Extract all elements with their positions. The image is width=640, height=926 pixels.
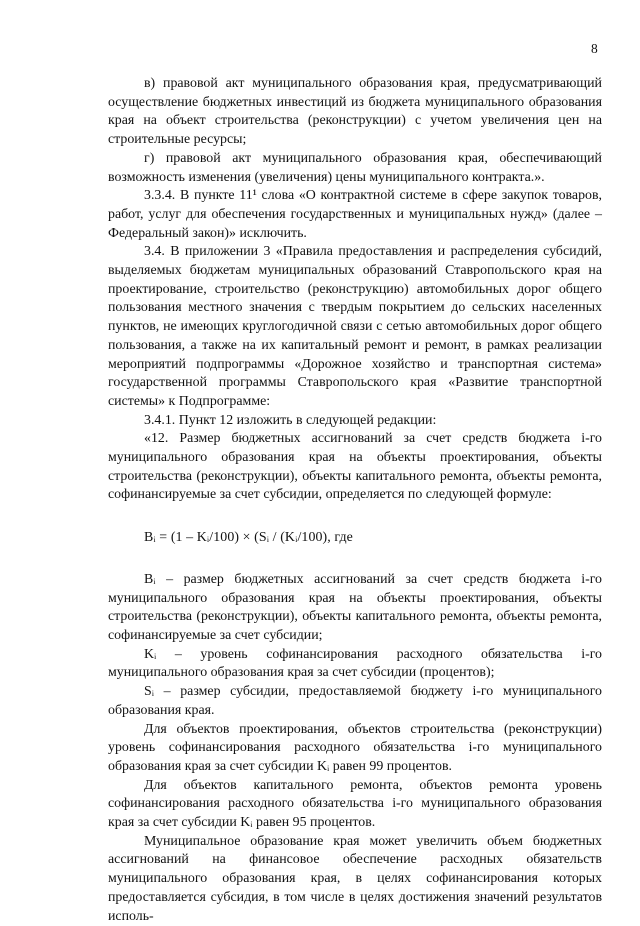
definition-s: Sᵢ – размер субсидии, предоставляемой бюджету i-го муниципального образования края. xyxy=(108,684,602,718)
paragraph-municipal-increase: Муниципальное образование края может увеличить объем бюджетных ассигнований на финансовое обеспечение расходных обязательств муниципального образования края, в целях софинансирования которых предоставляется субсидия, в том числе в целях достижения значений результатов исполь- xyxy=(108,833,602,924)
paragraph-3-3-4: 3.3.4. В пункте 11¹ слова «О контрактной системе в сфере закупок товаров, работ, услуг для обеспечения государственных и муниципальных нужд» (далее – Федеральный закон)» исключить. xyxy=(108,188,602,241)
document-body xyxy=(108,75,602,926)
paragraph-design-objects: Для объектов проектирования, объектов строительства (реконструкции) уровень софинансирования расходного обязательства i-го муниципального образования края за счет субсидии Kᵢ равен 99 процентов. xyxy=(108,721,602,774)
paragraph-item-g: г) правовой акт муниципального образования края, обеспечивающий возможность изменения (увеличения) цены муниципального контракта.». xyxy=(108,150,602,185)
paragraph-point-12: «12. Размер бюджетных ассигнований за счет средств бюджета i-го муниципального образования края на объекты проектирования, объекты строительства (реконструкции), объекты капитального ремонта, объекты ремонта, софинансируемые за счет субсидии, определяется по следующей формуле: xyxy=(108,431,602,503)
budget-formula: Bᵢ = (1 – Kᵢ/100) × (Sᵢ / (Kᵢ/100), где xyxy=(144,530,353,546)
paragraph-item-v: в) правовой акт муниципального образования края, предусматривающий осуществление бюджетных инвестиций из бюджета муниципального образования края на объект строительства (реконструкции) с учетом увеличения цен на строительные ресурсы; xyxy=(108,76,602,148)
paragraph-3-4: 3.4. В приложении 3 «Правила предоставления и распределения субсидий, выделяемых бюджетам муниципальных образований Ставропольского края на проектирование, строительство (реконструкцию) автомобильных дорог общего пользования местного значения с твердым покрытием до сельских населенных пунктов, не имеющих круглогодичной связи с сетью автомобильных дорог общего пользования, а также на их капитальный ремонт и ремонт, в рамках реализации мероприятий подпрограммы «Дорожное хозяйство и транспортная система» государственной программы Ставропольского края «Развитие транспортной системы» к Подпрограмме: xyxy=(108,244,602,409)
page-number: 8 xyxy=(591,41,598,56)
paragraph-repair-objects: Для объектов капитального ремонта, объектов ремонта уровень софинансирования расходного обязательства i-го муниципального образования края за счет субсидии Kᵢ равен 95 процентов. xyxy=(108,777,602,831)
definition-b: Bᵢ – размер бюджетных ассигнований за счет средств бюджета i-го муниципального образования края на объекты проектирования, объекты строительства (реконструкции), объекты капитального ремонта, объекты ремонта, софинансируемые за счет субсидии; xyxy=(108,571,602,643)
paragraph-3-4-1: 3.4.1. Пункт 12 изложить в следующей редакции: xyxy=(144,412,437,428)
definition-k: Kᵢ – уровень софинансирования расходного обязательства i-го муниципального образования края за счет субсидии (процентов); xyxy=(108,646,602,681)
